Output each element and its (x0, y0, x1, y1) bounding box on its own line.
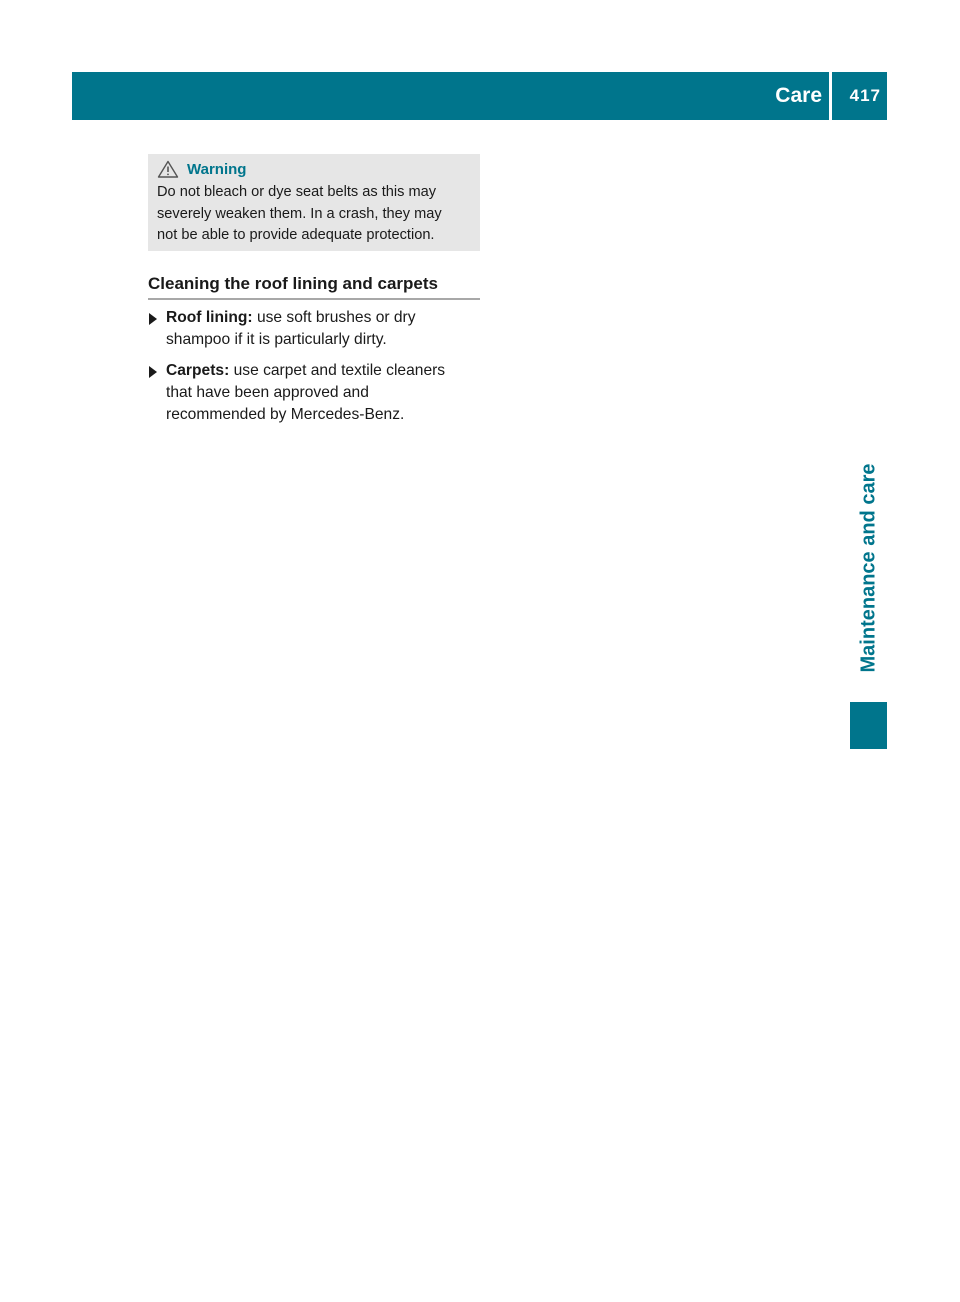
chapter-marker (850, 702, 887, 749)
instruction-text: shampoo if it is particularly dirty. (166, 331, 387, 348)
instruction-label: Roof lining: (166, 309, 253, 326)
arrow-right-icon (149, 313, 157, 325)
warning-title: Warning (187, 160, 247, 178)
warning-line: not be able to provide adequate protection. (157, 227, 435, 243)
warning-box (148, 154, 480, 251)
instruction-text: use soft brushes or dry (252, 309, 416, 326)
page-number: 417 (849, 86, 881, 105)
warning-line: Do not bleach or dye seat belts as this may (157, 184, 437, 200)
section-heading: Cleaning the roof lining and carpets (148, 274, 480, 300)
instruction-item (148, 360, 480, 426)
instruction-item (148, 307, 480, 351)
warning-triangle-icon (157, 160, 179, 178)
header-bar (72, 72, 887, 120)
instruction-text: recommended by Mercedes-Benz. (166, 406, 405, 423)
warning-text (157, 182, 470, 247)
header-section-title: Care (775, 84, 822, 107)
warning-header (157, 160, 470, 178)
instruction-text: use carpet and textile cleaners (229, 362, 446, 379)
chapter-tab (850, 440, 887, 696)
instruction-text: that have been approved and (166, 384, 369, 401)
instruction-list (148, 307, 480, 435)
instruction-label: Carpets: (166, 362, 230, 379)
header-divider (829, 72, 832, 120)
chapter-tab-label: Maintenance and care (857, 463, 879, 673)
arrow-right-icon (149, 366, 157, 378)
warning-line: severely weaken them. In a crash, they may (157, 205, 442, 222)
